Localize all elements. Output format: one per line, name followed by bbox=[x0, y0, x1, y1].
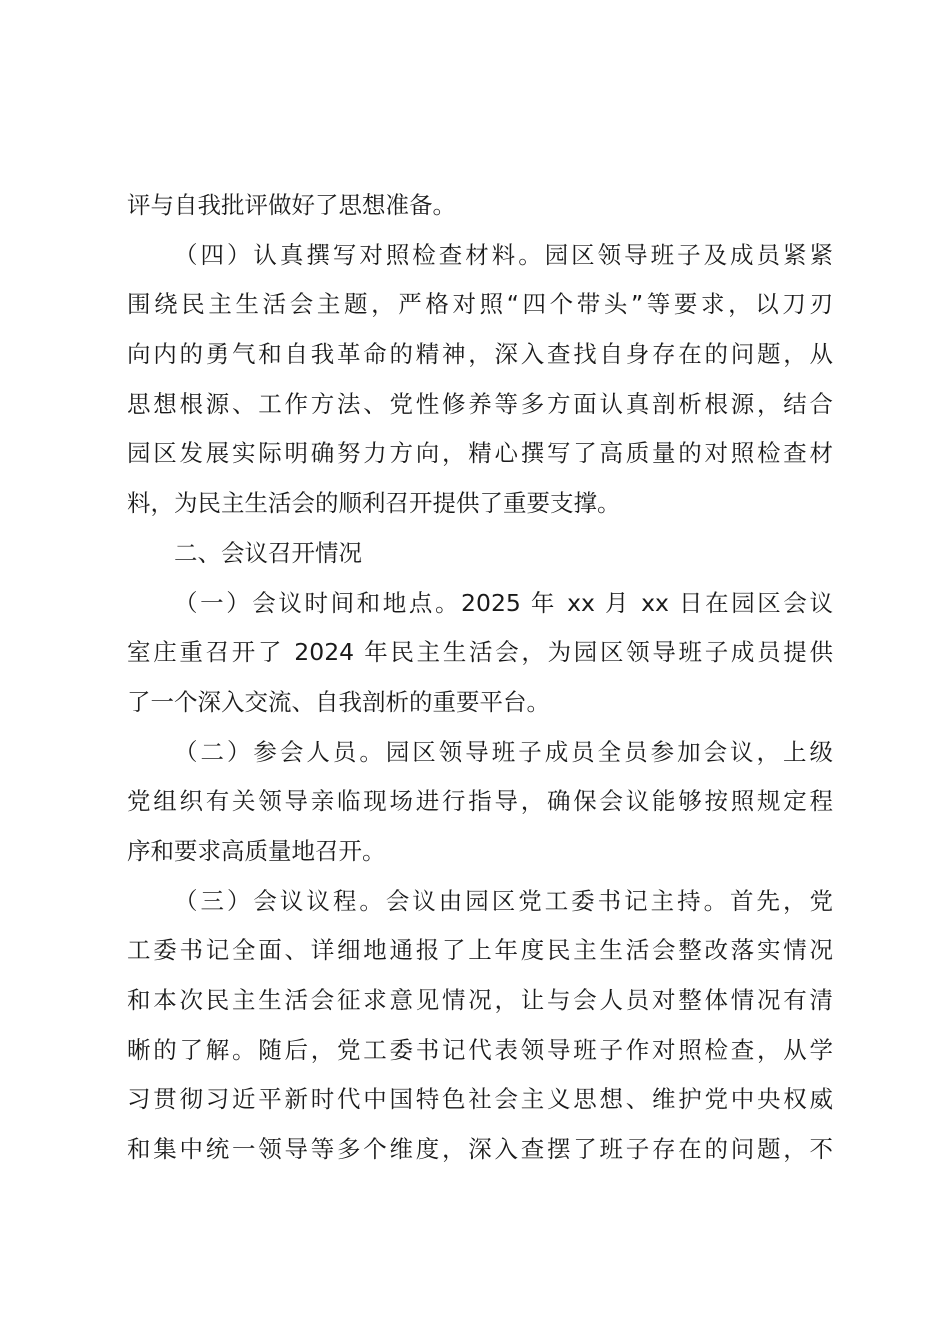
text-line: 室庄重召开了 2024 年民主生活会，为园区领导班子成员提供 bbox=[127, 638, 833, 667]
text-line: 园区发展实际明确努力方向，精心撰写了高质量的对照检查材 bbox=[127, 439, 833, 468]
text-line: 了一个深入交流、自我剖析的重要平台。 bbox=[127, 687, 550, 716]
paragraph-start-line: （三）会议议程。会议由园区党工委书记主持。首先，党 bbox=[174, 886, 833, 915]
text-line: 和本次民主生活会征求意见情况，让与会人员对整体情况有清 bbox=[127, 986, 833, 1014]
document-body bbox=[127, 181, 833, 1175]
text-line: 晰的了解。随后，党工委书记代表领导班子作对照检查，从学 bbox=[127, 1035, 833, 1064]
text-line: 习贯彻习近平新时代中国特色社会主义思想、维护党中央权威 bbox=[127, 1085, 833, 1114]
paragraph-start-line: （一）会议时间和地点。2025 年 xx 月 xx 日在园区会议 bbox=[174, 588, 833, 617]
text-line: 料，为民主生活会的顺利召开提供了重要支撑。 bbox=[127, 489, 621, 518]
text-line: 向内的勇气和自我革命的精神，深入查找自身存在的问题，从 bbox=[127, 340, 833, 369]
text-line: 评与自我批评做好了思想准备。 bbox=[127, 191, 456, 219]
paragraph-start-line: （二）参会人员。园区领导班子成员全员参加会议，上级 bbox=[174, 737, 833, 766]
text-line: 围绕民主生活会主题，严格对照“四个带头”等要求，以刀刃 bbox=[127, 290, 833, 319]
text-line: 思想根源、工作方法、党性修养等多方面认真剖析根源，结合 bbox=[127, 389, 833, 418]
section-heading: 二、会议召开情况 bbox=[174, 538, 362, 567]
text-line: 工委书记全面、详细地通报了上年度民主生活会整改落实情况 bbox=[127, 936, 833, 965]
text-line: 和集中统一领导等多个维度，深入查摆了班子存在的问题，不 bbox=[127, 1135, 833, 1164]
paragraph-start-line: （四）认真撰写对照检查材料。园区领导班子及成员紧紧 bbox=[174, 240, 833, 269]
text-line: 党组织有关领导亲临现场进行指导，确保会议能够按照规定程 bbox=[127, 787, 833, 816]
text-line: 序和要求高质量地召开。 bbox=[127, 836, 386, 865]
